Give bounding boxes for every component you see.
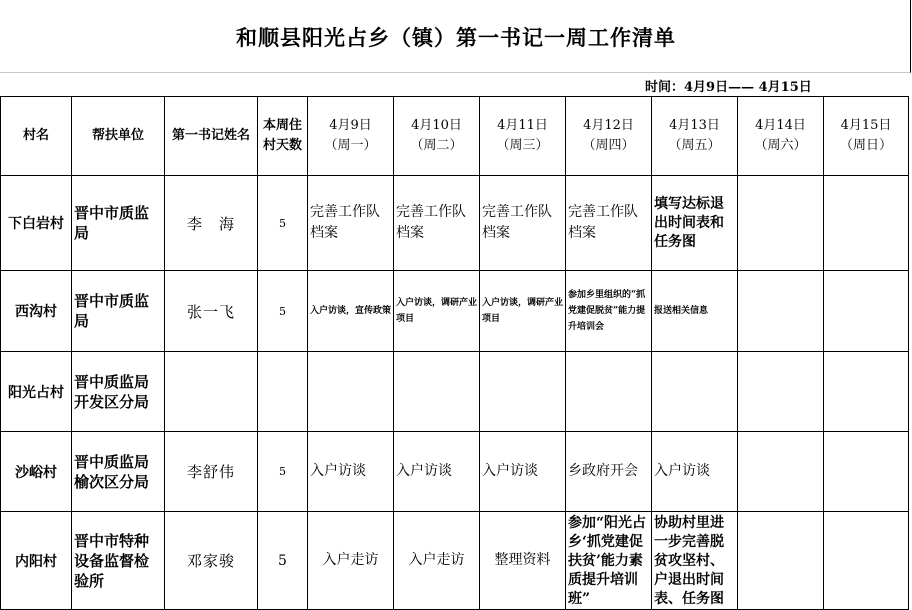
header-days: 本周住村天数: [258, 97, 308, 176]
task-cell: [394, 352, 480, 432]
secretary-cell: 李舒伟: [165, 432, 258, 512]
page-title: 和顺县阳光占乡（镇）第一书记一周工作清单: [236, 25, 676, 50]
header-date-weekday: （周三）: [496, 138, 549, 153]
village-cell: 下白岩村: [1, 176, 72, 271]
village-cell: 西沟村: [1, 271, 72, 352]
unit-cell: 晋中市质监局: [72, 176, 165, 271]
header-date: [824, 97, 909, 176]
time-range-label: 时间：4月9日—— 4月15日: [645, 80, 812, 95]
village-cell: 沙峪村: [1, 432, 72, 512]
task-cell: 完善工作队档案: [480, 176, 566, 271]
header-date-weekday: （周五）: [668, 138, 721, 153]
header-date-weekday: （周四）: [582, 138, 635, 153]
header-row: [1, 97, 909, 176]
days-cell: 5: [258, 512, 308, 610]
task-cell: 乡政府开会: [566, 432, 652, 512]
header-date: [308, 97, 394, 176]
secretary-cell: [165, 352, 258, 432]
table-row: [1, 271, 909, 352]
header-date-weekday: （周日）: [839, 138, 892, 153]
header-date-weekday: （周六）: [754, 138, 807, 153]
days-cell: 5: [258, 176, 308, 271]
task-cell: 入户访谈: [394, 432, 480, 512]
unit-cell: 晋中质监局榆次区分局: [72, 432, 165, 512]
unit-cell: 晋中市质监局: [72, 271, 165, 352]
task-cell: 完善工作队档案: [308, 176, 394, 271]
task-cell: [738, 271, 824, 352]
unit-cell: 晋中质监局开发区分局: [72, 352, 165, 432]
secretary-cell: 邓家骏: [165, 512, 258, 610]
header-date-day: 4月11日: [497, 118, 548, 133]
secretary-cell: 张一飞: [165, 271, 258, 352]
task-cell: [824, 176, 909, 271]
task-cell: [824, 512, 909, 610]
task-cell: [738, 432, 824, 512]
header-secretary: 第一书记姓名: [165, 97, 258, 176]
task-cell: 协助村里进一步完善脱贫攻坚村、户退出时间表、任务图: [652, 512, 738, 610]
task-cell: [652, 352, 738, 432]
header-date: [738, 97, 824, 176]
task-cell: [480, 352, 566, 432]
table-row: [1, 432, 909, 512]
days-cell: 5: [258, 271, 308, 352]
task-cell: [824, 271, 909, 352]
header-date-weekday: （周二）: [410, 138, 463, 153]
days-cell: 5: [258, 432, 308, 512]
task-cell: 完善工作队档案: [394, 176, 480, 271]
days-cell: [258, 352, 308, 432]
village-cell: 内阳村: [1, 512, 72, 610]
task-cell: [824, 432, 909, 512]
header-date: [566, 97, 652, 176]
task-cell: [738, 176, 824, 271]
header-date-day: 4月9日: [329, 118, 372, 133]
task-cell: 报送相关信息: [652, 271, 738, 352]
header-date-day: 4月14日: [755, 118, 806, 133]
secretary-cell: 李 海: [165, 176, 258, 271]
unit-cell: 晋中市特种设备监督检验所: [72, 512, 165, 610]
work-list-table: [0, 96, 909, 610]
table-row: [1, 352, 909, 432]
header-village: 村名: [1, 97, 72, 176]
header-unit: 帮扶单位: [72, 97, 165, 176]
table-row: [1, 512, 909, 610]
task-cell: 参加乡里组织的“抓党建促脱贫”能力提升培训会: [566, 271, 652, 352]
task-cell: 入户访谈，宣传政策: [308, 271, 394, 352]
task-cell: [738, 352, 824, 432]
task-cell: 填写达标退出时间表和任务图: [652, 176, 738, 271]
task-cell: 入户访谈: [480, 432, 566, 512]
header-date: [480, 97, 566, 176]
table-row: [1, 176, 909, 271]
task-cell: [738, 512, 824, 610]
task-cell: 完善工作队档案: [566, 176, 652, 271]
header-date-day: 4月15日: [840, 118, 892, 133]
task-cell: 入户访谈: [652, 432, 738, 512]
header-date: [652, 97, 738, 176]
task-cell: 入户访谈: [308, 432, 394, 512]
task-cell: 入户走访: [394, 512, 480, 610]
task-cell: [308, 352, 394, 432]
task-cell: 整理资料: [480, 512, 566, 610]
task-cell: 入户访谈，调研产业项目: [394, 271, 480, 352]
task-cell: [566, 352, 652, 432]
task-cell: 参加“阳光占乡‘抓党建促扶贫’能力素质提升培训班”: [566, 512, 652, 610]
header-date-day: 4月13日: [669, 118, 720, 133]
task-cell: [824, 352, 909, 432]
header-date-day: 4月10日: [411, 118, 462, 133]
header-date-day: 4月12日: [583, 118, 634, 133]
header-date: [394, 97, 480, 176]
header-date-weekday: （周一）: [324, 138, 377, 153]
task-cell: 入户走访: [308, 512, 394, 610]
village-cell: 阳光占村: [1, 352, 72, 432]
task-cell: 入户访谈，调研产业项目: [480, 271, 566, 352]
